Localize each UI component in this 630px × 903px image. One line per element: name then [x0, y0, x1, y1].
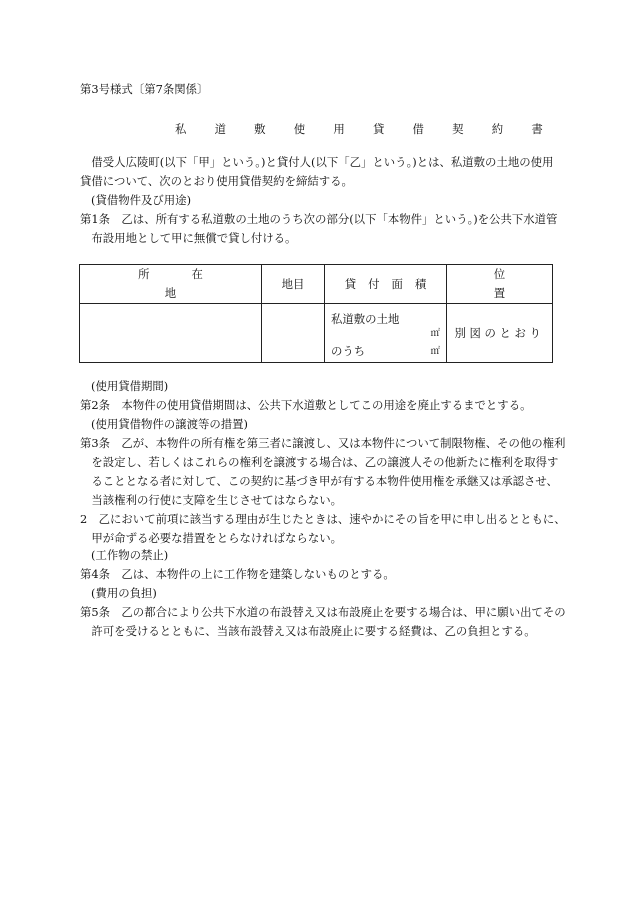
article5-heading: (費用の負担) — [91, 586, 157, 600]
article4-text: 第4条 乙は、本物件の上に工作物を建築しないものとする。 — [80, 567, 395, 581]
article2-heading: (使用貸借期間) — [91, 379, 169, 393]
article3-paragraph2: 2 乙において前項に該当する理由が生じたときは、速やかにその旨を甲に申し出るとともに、甲が命ずる必要な措置をとらなければならない。 — [80, 512, 566, 545]
document-title: 私道敷使用貸借契約書 — [175, 122, 571, 136]
cell-location — [80, 304, 262, 363]
header-area: 貸付面積 — [325, 265, 447, 304]
header-location: 所在地 — [80, 265, 262, 304]
header-category: 地目 — [262, 265, 325, 304]
property-table — [79, 264, 553, 363]
cell-area — [325, 304, 447, 363]
table-row — [80, 304, 553, 363]
article4-heading: (工作物の禁止) — [91, 548, 169, 562]
article2-text: 第2条 本物件の使用貸借期間は、公共下水道敷としてこの用途を廃止するまでとする。 — [80, 398, 532, 412]
article5-text: 第5条 乙の都合により公共下水道の布設替え又は布設廃止を要する場合は、甲に願い出てその許可を受けるとともに、当該布設替え又は布設廃止に要する経費は、乙の負担とする。 — [80, 605, 566, 638]
table-header-row — [80, 265, 553, 304]
article1-text: 第1条 乙は、所有する私道敷の土地のうち次の部分(以下「本物件」という。)を公共下水道管布設用地として甲に無償で貸し付ける。 — [80, 212, 558, 245]
article3-heading: (使用貸借物件の譲渡等の措置) — [91, 417, 248, 431]
form-label: 第3号様式〔第7条関係〕 — [80, 82, 209, 96]
area-line2: のうち — [331, 344, 366, 358]
area-unit-1: ㎡ — [430, 328, 440, 339]
cell-category — [262, 304, 325, 363]
cell-position: 別図のとおり — [447, 304, 553, 363]
area-unit-2: ㎡ — [430, 346, 440, 357]
intro-paragraph: 借受人広陵町(以下「甲」という。)と貸付人(以下「乙」という。)とは、私道敷の土地の使用貸借について、次のとおり使用貸借契約を締結する。 — [80, 155, 554, 188]
article1-heading: (貸借物件及び用途) — [91, 193, 192, 207]
area-line1: 私道敷の土地 — [331, 312, 400, 326]
article3-text: 第3条 乙が、本物件の所有権を第三者に譲渡し、又は本物件について制限物権、その他の権利を設定し、若しくはこれらの権利を譲渡する場合は、乙の譲渡人その他新たに権利を取得することとなる者に対して、この契約に基づき甲が有する本物件使用権を承継又は承認させ、当該権利の行使に支障を生じさせてはならない。 — [80, 436, 566, 507]
header-position: 位置 — [447, 265, 553, 304]
